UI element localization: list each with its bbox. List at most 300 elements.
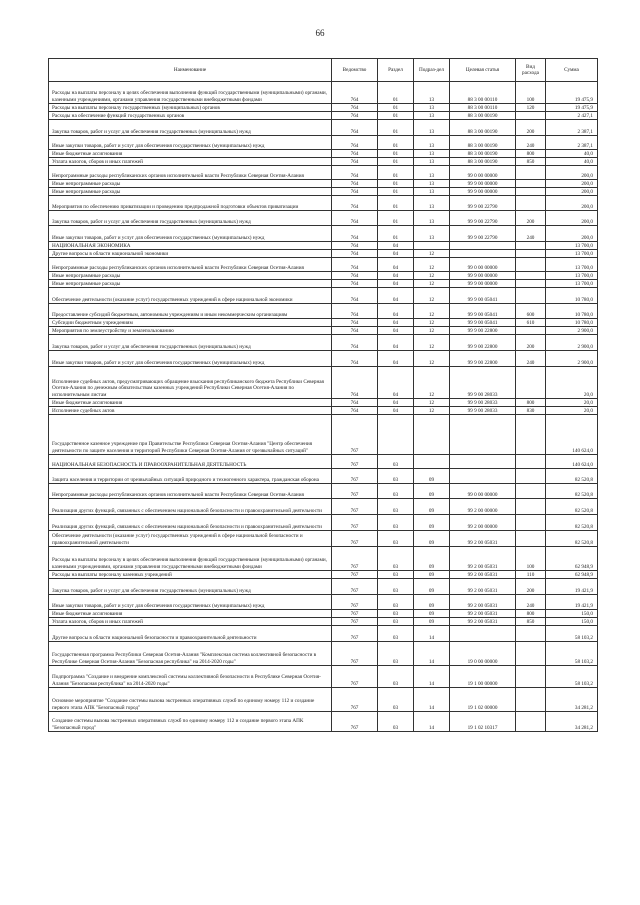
cell-razdel: 01 (378, 211, 414, 226)
cell-summa: 10 780,0 (546, 288, 598, 304)
cell-vedomstvo: 767 (332, 666, 378, 688)
cell-vid (516, 272, 546, 280)
cell-vid: 100 (516, 547, 546, 571)
table-row (49, 272, 598, 280)
cell-vid: 240 (516, 595, 546, 610)
cell-name: Иные непрограммные расходы (49, 188, 332, 196)
cell-razdel: 03 (378, 469, 414, 484)
cell-vid: 240 (516, 351, 546, 367)
cell-vedomstvo: 764 (332, 226, 378, 242)
cell-statya: 99 9 00 22800 (450, 335, 516, 351)
cell-podrazdel: 13 (414, 104, 450, 112)
table-row (49, 469, 598, 484)
cell-name: Другие вопросы в области национальной безопасности и правоохранительной деятельности (49, 626, 332, 642)
cell-podrazdel: 12 (414, 335, 450, 351)
cell-vid (516, 288, 546, 304)
cell-summa: 150,0 (546, 618, 598, 626)
cell-vid: 200 (516, 335, 546, 351)
cell-razdel: 01 (378, 226, 414, 242)
cell-vedomstvo: 764 (332, 335, 378, 351)
cell-razdel: 04 (378, 327, 414, 335)
cell-vedomstvo: 764 (332, 367, 378, 399)
cell-name: Обеспечение деятельности (оказание услуг) государственных учреждений в сфере национальной экономики (49, 288, 332, 304)
cell-name: Расходы на выплаты персоналу государственных (муниципальных) органов (49, 104, 332, 112)
cell-statya: 99 0 00 00000 (450, 258, 516, 272)
cell-statya: 99 9 00 28033 (450, 407, 516, 415)
cell-statya: 99 2 00 05031 (450, 579, 516, 595)
cell-podrazdel: 12 (414, 319, 450, 327)
cell-razdel: 01 (378, 150, 414, 158)
cell-podrazdel: 12 (414, 250, 450, 258)
cell-statya: 99 2 00 05031 (450, 618, 516, 626)
cell-vid (516, 180, 546, 188)
cell-podrazdel: 09 (414, 469, 450, 484)
cell-vedomstvo: 767 (332, 610, 378, 618)
cell-podrazdel: 14 (414, 712, 450, 732)
cell-summa: 34 281,2 (546, 688, 598, 712)
table-row (49, 666, 598, 688)
cell-name: Создание системы вызова экстренных оперативных служб по единому номеру 112 и создание первого этапа АПК "Безопасный город" (49, 712, 332, 732)
cell-statya: 88 3 00 00190 (450, 136, 516, 150)
cell-name: Иные непрограммные расходы (49, 180, 332, 188)
cell-statya: 99 0 00 00000 (450, 166, 516, 180)
cell-razdel: 04 (378, 242, 414, 250)
cell-name: Иные бюджетные ассигнования (49, 399, 332, 407)
cell-podrazdel: 09 (414, 515, 450, 531)
cell-vid: 600 (516, 304, 546, 319)
cell-summa: 13 700,0 (546, 250, 598, 258)
cell-statya: 88 3 00 00190 (450, 120, 516, 136)
table-row (49, 642, 598, 666)
cell-summa: 140 624,0 (546, 415, 598, 455)
cell-vid (516, 666, 546, 688)
table-row (49, 150, 598, 158)
cell-podrazdel: 14 (414, 626, 450, 642)
cell-razdel: 04 (378, 367, 414, 399)
cell-name: Иные закупки товаров, работ и услуг для обеспечения государственных (муниципальных) нужд (49, 136, 332, 150)
cell-summa: 82 520,8 (546, 499, 598, 515)
cell-statya: 99 9 00 22800 (450, 327, 516, 335)
cell-razdel: 03 (378, 610, 414, 618)
cell-name: Реализация других функций, связанных с обеспечением национальной безопасности и правоохранительной деятельности (49, 499, 332, 515)
cell-vid (516, 455, 546, 469)
cell-summa: 2 427,1 (546, 112, 598, 120)
cell-statya: 99 2 00 05031 (450, 610, 516, 618)
cell-podrazdel: 13 (414, 158, 450, 166)
cell-vid (516, 515, 546, 531)
cell-statya: 88 3 00 00110 (450, 104, 516, 112)
cell-vid (516, 250, 546, 258)
cell-statya: 99 2 00 05031 (450, 595, 516, 610)
cell-razdel: 04 (378, 250, 414, 258)
cell-vedomstvo: 764 (332, 196, 378, 211)
cell-vid (516, 242, 546, 250)
cell-vedomstvo: 764 (332, 166, 378, 180)
cell-summa: 40,0 (546, 150, 598, 158)
cell-name: Расходы на обеспечение функций государственных органов (49, 112, 332, 120)
cell-vid (516, 484, 546, 499)
table-row (49, 351, 598, 367)
cell-podrazdel: 09 (414, 531, 450, 547)
header-vid: Вид расхода (516, 59, 546, 82)
table-row (49, 226, 598, 242)
cell-vid: 240 (516, 136, 546, 150)
header-razdel: Раздел (378, 59, 414, 82)
cell-vedomstvo: 767 (332, 626, 378, 642)
cell-podrazdel: 14 (414, 642, 450, 666)
cell-razdel: 03 (378, 571, 414, 579)
cell-vid (516, 188, 546, 196)
cell-vid: 110 (516, 571, 546, 579)
table-row (49, 112, 598, 120)
table-row (49, 82, 598, 104)
cell-razdel: 01 (378, 112, 414, 120)
cell-razdel: 03 (378, 515, 414, 531)
cell-vid: 850 (516, 158, 546, 166)
cell-name: Другие вопросы в области национальной экономики (49, 250, 332, 258)
cell-podrazdel: 09 (414, 547, 450, 571)
table-row (49, 335, 598, 351)
cell-razdel: 03 (378, 666, 414, 688)
cell-podrazdel: 13 (414, 180, 450, 188)
cell-name: Уплата налогов, сборов и иных платежей (49, 158, 332, 166)
table-row (49, 166, 598, 180)
cell-razdel: 03 (378, 484, 414, 499)
cell-vedomstvo: 764 (332, 82, 378, 104)
cell-vid (516, 531, 546, 547)
cell-vid: 800 (516, 399, 546, 407)
cell-summa: 10 780,0 (546, 319, 598, 327)
cell-name: Иные бюджетные ассигнования (49, 150, 332, 158)
cell-vid: 100 (516, 82, 546, 104)
cell-razdel: 01 (378, 120, 414, 136)
cell-statya: 99 9 00 05041 (450, 288, 516, 304)
cell-name: Реализация других функций, связанных с обеспечением национальной безопасности и правоохранительной деятельности (49, 515, 332, 531)
cell-statya: 99 9 00 05041 (450, 304, 516, 319)
cell-vedomstvo: 764 (332, 399, 378, 407)
cell-vid: 200 (516, 120, 546, 136)
table-row (49, 196, 598, 211)
cell-summa: 13 700,0 (546, 272, 598, 280)
cell-statya: 88 3 00 00190 (450, 158, 516, 166)
cell-name: Мероприятия по обеспечению приватизации и проведению предпродажной подготовки объектов приватизации (49, 196, 332, 211)
cell-vid (516, 280, 546, 288)
cell-podrazdel: 12 (414, 288, 450, 304)
cell-name: Исполнение судебных актов (49, 407, 332, 415)
cell-vedomstvo: 767 (332, 515, 378, 531)
cell-podrazdel (414, 242, 450, 250)
cell-podrazdel: 12 (414, 407, 450, 415)
cell-vid (516, 112, 546, 120)
cell-summa: 20,0 (546, 399, 598, 407)
cell-vedomstvo: 764 (332, 272, 378, 280)
cell-vid: 850 (516, 618, 546, 626)
table-row (49, 618, 598, 626)
table-row (49, 280, 598, 288)
cell-vedomstvo: 764 (332, 120, 378, 136)
cell-vid (516, 196, 546, 211)
cell-statya: 19 1 02 00000 (450, 688, 516, 712)
table-row (49, 499, 598, 515)
cell-summa: 82 520,8 (546, 515, 598, 531)
cell-name: Иные бюджетные ассигнования (49, 610, 332, 618)
cell-name: Подпрограмма "Создание и внедрение комплексной системы коллективной безопасности в Республике Северная Осетия-Алания "Безопасная республика" на 2014-2020 годы" (49, 666, 332, 688)
cell-statya: 99 9 00 28033 (450, 399, 516, 407)
table-row (49, 258, 598, 272)
cell-summa: 200,0 (546, 211, 598, 226)
header-statya: Целевая статья (450, 59, 516, 82)
cell-name: Предоставление субсидий бюджетным, автономным учреждениям и иным некоммерческим организациям (49, 304, 332, 319)
table-row (49, 327, 598, 335)
cell-name: Иные непрограммные расходы (49, 280, 332, 288)
cell-statya (450, 626, 516, 642)
cell-podrazdel: 12 (414, 304, 450, 319)
cell-vedomstvo: 764 (332, 304, 378, 319)
cell-vid (516, 415, 546, 455)
cell-vid: 830 (516, 407, 546, 415)
table-row (49, 407, 598, 415)
table-row (49, 319, 598, 327)
cell-name: Иные закупки товаров, работ и услуг для обеспечения государственных (муниципальных) нужд (49, 595, 332, 610)
cell-statya: 99 2 00 00000 (450, 499, 516, 515)
cell-vid: 800 (516, 610, 546, 618)
cell-podrazdel: 13 (414, 211, 450, 226)
cell-podrazdel: 09 (414, 595, 450, 610)
cell-razdel: 04 (378, 399, 414, 407)
cell-name: НАЦИОНАЛЬНАЯ БЕЗОПАСНОСТЬ И ПРАВООХРАНИТЕЛЬНАЯ ДЕЯТЕЛЬНОСТЬ (49, 455, 332, 469)
cell-statya: 19 1 00 00000 (450, 666, 516, 688)
cell-razdel: 04 (378, 351, 414, 367)
cell-summa: 2 900,0 (546, 335, 598, 351)
table-row (49, 211, 598, 226)
cell-name: Иные закупки товаров, работ и услуг для обеспечения государственных (муниципальных) нужд (49, 226, 332, 242)
cell-summa: 200,0 (546, 166, 598, 180)
cell-razdel: 01 (378, 188, 414, 196)
cell-statya: 99 9 00 22800 (450, 351, 516, 367)
header-podrazdel: Подраз-дел (414, 59, 450, 82)
cell-summa: 82 520,8 (546, 531, 598, 547)
cell-vedomstvo: 764 (332, 351, 378, 367)
cell-podrazdel: 09 (414, 499, 450, 515)
cell-razdel: 03 (378, 712, 414, 732)
cell-vedomstvo: 764 (332, 158, 378, 166)
cell-summa: 200,0 (546, 196, 598, 211)
cell-podrazdel: 14 (414, 666, 450, 688)
cell-name: Непрограммные расходы республиканских органов исполнительной власти Республики Северная Осетия-Алания (49, 258, 332, 272)
cell-summa: 34 281,2 (546, 712, 598, 732)
cell-podrazdel: 13 (414, 82, 450, 104)
cell-vedomstvo: 764 (332, 327, 378, 335)
table-row (49, 120, 598, 136)
cell-summa: 13 700,0 (546, 258, 598, 272)
cell-podrazdel: 13 (414, 166, 450, 180)
cell-vedomstvo: 767 (332, 579, 378, 595)
cell-summa: 62 948,9 (546, 571, 598, 579)
table-row (49, 712, 598, 732)
cell-vid (516, 626, 546, 642)
table-row (49, 626, 598, 642)
table-row (49, 242, 598, 250)
cell-statya (450, 415, 516, 455)
cell-razdel: 01 (378, 82, 414, 104)
cell-razdel: 04 (378, 280, 414, 288)
table-row (49, 595, 598, 610)
cell-summa: 200,0 (546, 188, 598, 196)
cell-statya: 99 2 00 05031 (450, 547, 516, 571)
cell-summa: 20,0 (546, 367, 598, 399)
table-row (49, 484, 598, 499)
cell-name: Закупка товаров, работ и услуг для обеспечения государственных (муниципальных) нужд (49, 120, 332, 136)
table-row (49, 399, 598, 407)
cell-name: Государственная программа Республики Северная Осетия-Алания "Комплексная система коллективной безопасности в Республике Северная Осетия-Алания "Безопасная республика" на 2014-2020 годы" (49, 642, 332, 666)
cell-vid: 800 (516, 150, 546, 158)
cell-podrazdel: 12 (414, 272, 450, 280)
table-row (49, 367, 598, 399)
cell-podrazdel: 13 (414, 188, 450, 196)
cell-summa: 2 387,1 (546, 136, 598, 150)
cell-name: Защита населения и территории от чрезвычайных ситуаций природного и техногенного характера, гражданская оборона (49, 469, 332, 484)
cell-vedomstvo: 767 (332, 499, 378, 515)
cell-podrazdel: 12 (414, 351, 450, 367)
cell-name: Исполнение судебных актов, предусматривающих обращение взыскания республиканского бюджета Республики Северная Осетия-Алания по денежным обязательствам казенных учреждений Республики Северная Осетия-Алания по исполнительным листам (49, 367, 332, 399)
page-number: 66 (315, 28, 325, 38)
cell-name: Основное мероприятие "Создание системы вызова экстренных оперативных служб по единому номеру 112 и создание первого этапа АПК "Безопасный город" (49, 688, 332, 712)
cell-vedomstvo: 767 (332, 595, 378, 610)
table-row (49, 579, 598, 595)
cell-statya (450, 242, 516, 250)
cell-summa: 82 520,8 (546, 469, 598, 484)
table-row (49, 180, 598, 188)
table-row (49, 610, 598, 618)
cell-statya: 99 9 00 05041 (450, 319, 516, 327)
cell-statya (450, 469, 516, 484)
table-row (49, 158, 598, 166)
cell-razdel: 04 (378, 304, 414, 319)
header-name: Наименование (49, 59, 332, 82)
cell-vedomstvo: 764 (332, 150, 378, 158)
cell-vedomstvo: 764 (332, 180, 378, 188)
cell-vedomstvo: 764 (332, 280, 378, 288)
cell-statya (450, 455, 516, 469)
cell-vedomstvo: 767 (332, 642, 378, 666)
cell-summa: 58 103,2 (546, 666, 598, 688)
cell-statya: 88 3 00 00110 (450, 82, 516, 104)
table-row (49, 455, 598, 469)
cell-name: Непрограммные расходы республиканских органов исполнительной власти Республики Северная Осетия-Алания (49, 484, 332, 499)
cell-name: Иные закупки товаров, работ и услуг для обеспечения государственных (муниципальных) нужд (49, 351, 332, 367)
header-summa: Сумма (546, 59, 598, 82)
cell-statya: 99 9 00 00000 (450, 280, 516, 288)
cell-razdel: 03 (378, 595, 414, 610)
cell-razdel: 03 (378, 642, 414, 666)
cell-summa: 150,0 (546, 610, 598, 618)
cell-name: Расходы на выплаты персоналу казенных учреждений (49, 571, 332, 579)
cell-vid: 200 (516, 579, 546, 595)
cell-vid (516, 499, 546, 515)
table-row (49, 688, 598, 712)
cell-summa: 58 103,2 (546, 626, 598, 642)
cell-vid (516, 258, 546, 272)
table-row (49, 304, 598, 319)
cell-podrazdel: 12 (414, 280, 450, 288)
cell-podrazdel: 09 (414, 579, 450, 595)
cell-summa: 2 387,1 (546, 120, 598, 136)
cell-podrazdel: 12 (414, 367, 450, 399)
cell-razdel: 01 (378, 104, 414, 112)
cell-statya: 99 9 00 00000 (450, 180, 516, 188)
cell-summa: 19 475,9 (546, 104, 598, 112)
cell-razdel: 04 (378, 335, 414, 351)
cell-name: Мероприятия по землеустройству и землепользованию (49, 327, 332, 335)
cell-name: Иные непрограммные расходы (49, 272, 332, 280)
cell-vedomstvo: 764 (332, 242, 378, 250)
cell-vid (516, 327, 546, 335)
cell-razdel: 03 (378, 688, 414, 712)
cell-summa: 2 900,0 (546, 351, 598, 367)
cell-vid: 240 (516, 226, 546, 242)
cell-name: Государственное казенное учреждение при Правительстве Республики Северная Осетия-Алания "Центр обеспечения деятельности по защите населения и территорий Республики Северная Осетия-Алания от чрезвычайных ситуаций" (49, 415, 332, 455)
cell-name: Закупка товаров, работ и услуг для обеспечения государственных (муниципальных) нужд (49, 211, 332, 226)
cell-vedomstvo: 764 (332, 211, 378, 226)
cell-vedomstvo: 767 (332, 531, 378, 547)
cell-podrazdel: 13 (414, 196, 450, 211)
cell-name: Субсидии бюджетным учреждениям (49, 319, 332, 327)
cell-razdel: 03 (378, 455, 414, 469)
cell-vid (516, 642, 546, 666)
cell-statya: 99 9 00 22790 (450, 196, 516, 211)
cell-razdel: 01 (378, 166, 414, 180)
cell-vedomstvo: 767 (332, 415, 378, 455)
cell-vid (516, 469, 546, 484)
cell-podrazdel: 09 (414, 610, 450, 618)
cell-podrazdel: 09 (414, 618, 450, 626)
cell-vedomstvo: 764 (332, 136, 378, 150)
cell-summa: 13 700,0 (546, 280, 598, 288)
cell-vedomstvo: 767 (332, 484, 378, 499)
table-row (49, 515, 598, 531)
cell-vedomstvo: 764 (332, 288, 378, 304)
cell-podrazdel: 13 (414, 226, 450, 242)
cell-vedomstvo: 764 (332, 319, 378, 327)
cell-summa: 82 520,8 (546, 484, 598, 499)
cell-statya (450, 250, 516, 258)
table-header-row (49, 59, 598, 82)
cell-razdel: 04 (378, 319, 414, 327)
cell-vid (516, 688, 546, 712)
cell-summa: 140 624,0 (546, 455, 598, 469)
cell-razdel: 04 (378, 288, 414, 304)
cell-statya: 99 9 00 28033 (450, 367, 516, 399)
cell-podrazdel: 13 (414, 150, 450, 158)
budget-table (48, 58, 598, 732)
cell-vid: 120 (516, 104, 546, 112)
cell-vedomstvo: 767 (332, 469, 378, 484)
cell-summa: 200,0 (546, 180, 598, 188)
cell-statya: 88 3 00 00190 (450, 150, 516, 158)
cell-vedomstvo: 767 (332, 688, 378, 712)
cell-razdel: 03 (378, 618, 414, 626)
cell-razdel: 01 (378, 180, 414, 188)
cell-name: Обеспечение деятельности (оказание услуг) государственных учреждений в сфере национальной безопасности и правоохранительной деятельности (49, 531, 332, 547)
cell-summa: 19 421,9 (546, 579, 598, 595)
cell-statya: 99 0 00 00000 (450, 484, 516, 499)
cell-razdel: 01 (378, 158, 414, 166)
cell-vid (516, 166, 546, 180)
cell-razdel: 03 (378, 626, 414, 642)
cell-vid: 610 (516, 319, 546, 327)
cell-summa: 2 900,0 (546, 327, 598, 335)
cell-vid (516, 712, 546, 732)
